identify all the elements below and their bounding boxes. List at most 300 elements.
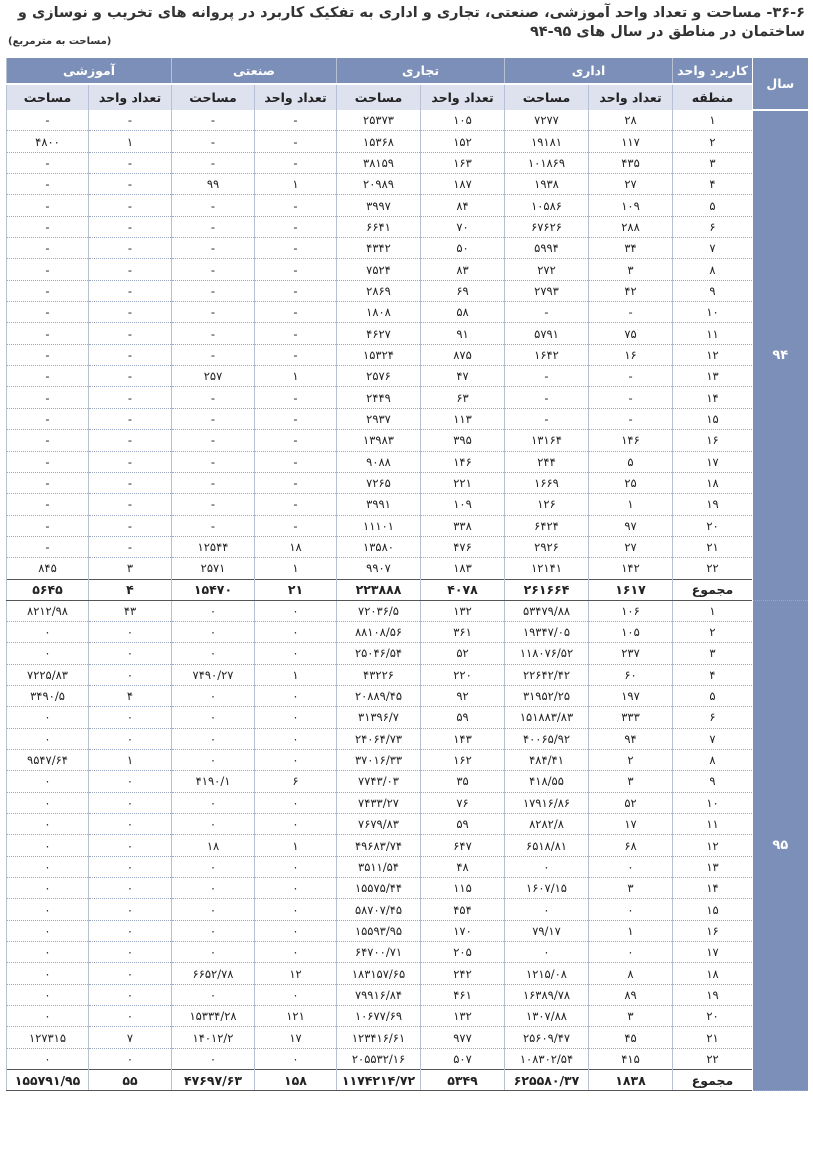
industrial-count-cell: ۰ — [255, 899, 337, 920]
region-cell: ۲۲ — [673, 1048, 753, 1069]
educational-count-cell: - — [89, 515, 172, 536]
educational-count-cell: ۳ — [89, 558, 172, 579]
region-cell: ۱۹ — [673, 494, 753, 515]
educational-count-cell: ۰ — [89, 835, 172, 856]
industrial-area-cell: ۹۹ — [172, 174, 255, 195]
educational-area-cell: ۰ — [7, 942, 89, 963]
commercial-area-cell: ۱۳۵۸۰ — [337, 536, 421, 557]
educational-count-cell: - — [89, 259, 172, 280]
total-admin-area-cell: ۶۲۵۵۸۰/۳۷ — [505, 1070, 589, 1091]
admin-area-cell: ۱۰۱۸۶۹ — [505, 152, 589, 173]
region-cell: ۱۷ — [673, 942, 753, 963]
admin-count-cell: ۴۵ — [589, 1027, 673, 1048]
industrial-count-cell: - — [255, 387, 337, 408]
region-cell: ۱ — [673, 600, 753, 621]
commercial-area-cell: ۷۲۰۳۶/۵ — [337, 600, 421, 621]
industrial-area-cell: ۰ — [172, 749, 255, 770]
admin-count-cell: - — [589, 408, 673, 429]
educational-count-cell: ۴ — [89, 685, 172, 706]
table-row — [7, 387, 808, 408]
educational-area-cell: - — [7, 302, 89, 323]
commercial-count-cell: ۵۸ — [421, 302, 505, 323]
admin-count-cell: ۱ — [589, 494, 673, 515]
admin-count-cell: ۹۷ — [589, 515, 673, 536]
educational-count-cell: - — [89, 408, 172, 429]
educational-area-cell: ۰ — [7, 728, 89, 749]
educational-count-cell: ۰ — [89, 1048, 172, 1069]
commercial-area-cell: ۶۶۴۱ — [337, 216, 421, 237]
admin-count-cell: ۳۳۳ — [589, 707, 673, 728]
region-cell: ۷ — [673, 728, 753, 749]
region-cell: ۱۶ — [673, 430, 753, 451]
table-row — [7, 1006, 808, 1027]
commercial-count-cell: ۱۴۶ — [421, 451, 505, 472]
commercial-area-cell: ۲۸۶۹ — [337, 280, 421, 301]
admin-count-cell: ۱۹۷ — [589, 685, 673, 706]
admin-area-cell: ۴۸۴/۴۱ — [505, 749, 589, 770]
region-cell: ۳ — [673, 643, 753, 664]
industrial-count-cell: ۱۷ — [255, 1027, 337, 1048]
educational-area-cell: - — [7, 366, 89, 387]
table-row — [7, 749, 808, 770]
region-cell: ۲ — [673, 621, 753, 642]
industrial-area-cell: ۰ — [172, 920, 255, 941]
educational-area-cell: - — [7, 238, 89, 259]
group-header-educational: آموزشی — [7, 58, 172, 84]
admin-count-cell: ۱۶ — [589, 344, 673, 365]
industrial-area-cell: ۰ — [172, 685, 255, 706]
commercial-count-cell: ۱۷۰ — [421, 920, 505, 941]
total-admin-area-cell: ۲۶۱۶۶۴ — [505, 579, 589, 600]
commercial-area-cell: ۱۳۹۸۳ — [337, 430, 421, 451]
commercial-count-cell: ۵۰ — [421, 238, 505, 259]
table-row — [7, 792, 808, 813]
table-row — [7, 664, 808, 685]
region-cell: ۱۴ — [673, 387, 753, 408]
educational-area-cell: ۰ — [7, 856, 89, 877]
educational-area-cell: - — [7, 280, 89, 301]
educational-area-cell: - — [7, 195, 89, 216]
admin-area-cell: ۱۶۴۲ — [505, 344, 589, 365]
industrial-count-cell: - — [255, 216, 337, 237]
table-row — [7, 728, 808, 749]
admin-count-cell: ۰ — [589, 856, 673, 877]
sub-header-count: تعداد واحد — [589, 84, 673, 110]
commercial-count-cell: ۸۴ — [421, 195, 505, 216]
total-region-cell: مجموع — [673, 579, 753, 600]
commercial-count-cell: ۱۶۲ — [421, 749, 505, 770]
educational-count-cell: - — [89, 302, 172, 323]
region-cell: ۲۱ — [673, 1027, 753, 1048]
admin-count-cell: ۲۳۷ — [589, 643, 673, 664]
industrial-area-cell: - — [172, 259, 255, 280]
industrial-area-cell: - — [172, 302, 255, 323]
educational-count-cell: - — [89, 152, 172, 173]
admin-count-cell: ۲۷ — [589, 174, 673, 195]
commercial-area-cell: ۱۸۳۱۵۷/۶۵ — [337, 963, 421, 984]
educational-area-cell: - — [7, 387, 89, 408]
industrial-count-cell: ۰ — [255, 920, 337, 941]
educational-area-cell: - — [7, 472, 89, 493]
commercial-count-cell: ۴۷ — [421, 366, 505, 387]
admin-count-cell: ۹۴ — [589, 728, 673, 749]
industrial-count-cell: ۱ — [255, 835, 337, 856]
commercial-count-cell: ۶۳ — [421, 387, 505, 408]
educational-area-cell: ۰ — [7, 792, 89, 813]
region-cell: ۱۲ — [673, 835, 753, 856]
commercial-area-cell: ۲۴۰۶۴/۷۳ — [337, 728, 421, 749]
educational-area-cell: - — [7, 408, 89, 429]
usage-header: کاربرد واحد — [673, 58, 753, 84]
commercial-count-cell: ۱۵۲ — [421, 131, 505, 152]
commercial-count-cell: ۱۴۳ — [421, 728, 505, 749]
table-row — [7, 131, 808, 152]
commercial-area-cell: ۴۳۲۲۶ — [337, 664, 421, 685]
admin-count-cell: ۱۰۵ — [589, 621, 673, 642]
table-row — [7, 302, 808, 323]
title-line-2: ساختمان در مناطق در سال های ۹۵-۹۴ — [529, 24, 805, 40]
industrial-count-cell: ۱ — [255, 174, 337, 195]
commercial-area-cell: ۲۵۰۴۶/۵۴ — [337, 643, 421, 664]
total-region-cell: مجموع — [673, 1070, 753, 1091]
admin-count-cell: ۱۷ — [589, 814, 673, 835]
region-cell: ۵ — [673, 195, 753, 216]
admin-count-cell: ۵ — [589, 451, 673, 472]
commercial-count-cell: ۳۹۵ — [421, 430, 505, 451]
region-cell: ۱۱ — [673, 323, 753, 344]
educational-area-cell: - — [7, 536, 89, 557]
header-row-groups — [7, 58, 808, 84]
commercial-count-cell: ۱۳۲ — [421, 600, 505, 621]
admin-area-cell: - — [505, 387, 589, 408]
industrial-area-cell: - — [172, 323, 255, 344]
admin-count-cell: ۱۱۷ — [589, 131, 673, 152]
industrial-area-cell: - — [172, 280, 255, 301]
industrial-count-cell: - — [255, 259, 337, 280]
commercial-area-cell: ۱۰۶۷۷/۶۹ — [337, 1006, 421, 1027]
educational-area-cell: ۰ — [7, 1048, 89, 1069]
region-cell: ۳ — [673, 152, 753, 173]
region-cell: ۱۵ — [673, 408, 753, 429]
admin-count-cell: ۲ — [589, 749, 673, 770]
educational-area-cell: ۴۸۰۰ — [7, 131, 89, 152]
commercial-count-cell: ۶۴۷ — [421, 835, 505, 856]
industrial-count-cell: ۰ — [255, 728, 337, 749]
table-row — [7, 344, 808, 365]
sub-header-count: تعداد واحد — [89, 84, 172, 110]
admin-count-cell: ۸۹ — [589, 984, 673, 1005]
region-cell: ۵ — [673, 685, 753, 706]
admin-count-cell: ۲۸۸ — [589, 216, 673, 237]
industrial-area-cell: ۰ — [172, 600, 255, 621]
industrial-count-cell: - — [255, 280, 337, 301]
educational-count-cell: - — [89, 280, 172, 301]
educational-count-cell: - — [89, 472, 172, 493]
admin-area-cell: ۱۰۵۸۶ — [505, 195, 589, 216]
industrial-area-cell: ۴۱۹۰/۱ — [172, 771, 255, 792]
educational-count-cell: - — [89, 110, 172, 131]
data-table — [6, 58, 808, 1091]
table-row — [7, 238, 808, 259]
commercial-area-cell: ۲۴۴۹ — [337, 387, 421, 408]
admin-area-cell: ۱۲۱۴۱ — [505, 558, 589, 579]
industrial-count-cell: ۰ — [255, 621, 337, 642]
industrial-area-cell: - — [172, 494, 255, 515]
admin-area-cell: ۰ — [505, 899, 589, 920]
admin-count-cell: ۳۴ — [589, 238, 673, 259]
commercial-area-cell: ۱۵۵۷۵/۴۴ — [337, 878, 421, 899]
total-commercial-count-cell: ۴۰۷۸ — [421, 579, 505, 600]
region-cell: ۱۱ — [673, 814, 753, 835]
industrial-area-cell: ۱۲۵۴۴ — [172, 536, 255, 557]
commercial-area-cell: ۳۹۹۱ — [337, 494, 421, 515]
admin-count-cell: ۴۱۵ — [589, 1048, 673, 1069]
educational-count-cell: - — [89, 174, 172, 195]
group-header-admin: اداری — [505, 58, 673, 84]
educational-area-cell: - — [7, 174, 89, 195]
commercial-count-cell: ۳۳۸ — [421, 515, 505, 536]
industrial-count-cell: - — [255, 131, 337, 152]
educational-count-cell: ۰ — [89, 942, 172, 963]
educational-area-cell: - — [7, 494, 89, 515]
admin-area-cell: ۴۰۰۶۵/۹۲ — [505, 728, 589, 749]
industrial-count-cell: ۱ — [255, 664, 337, 685]
admin-area-cell: ۱۷۹۱۶/۸۶ — [505, 792, 589, 813]
commercial-area-cell: ۳۱۳۹۶/۷ — [337, 707, 421, 728]
educational-count-cell: ۱ — [89, 749, 172, 770]
admin-area-cell: ۱۶۶۹ — [505, 472, 589, 493]
educational-count-cell: - — [89, 430, 172, 451]
table-row — [7, 1027, 808, 1048]
table-row — [7, 621, 808, 642]
total-educational-area-cell: ۱۵۵۷۹۱/۹۵ — [7, 1070, 89, 1091]
educational-area-cell: ۰ — [7, 707, 89, 728]
educational-count-cell: - — [89, 238, 172, 259]
commercial-count-cell: ۸۷۵ — [421, 344, 505, 365]
region-cell: ۱۴ — [673, 878, 753, 899]
region-cell: ۱۰ — [673, 302, 753, 323]
admin-area-cell: ۶۵۱۸/۸۱ — [505, 835, 589, 856]
admin-count-cell: - — [589, 302, 673, 323]
industrial-area-cell: ۰ — [172, 1048, 255, 1069]
commercial-area-cell: ۳۷۰۱۶/۳۳ — [337, 749, 421, 770]
region-cell: ۹ — [673, 771, 753, 792]
industrial-count-cell: ۰ — [255, 643, 337, 664]
commercial-count-cell: ۹۷۷ — [421, 1027, 505, 1048]
industrial-area-cell: ۰ — [172, 878, 255, 899]
industrial-count-cell: - — [255, 302, 337, 323]
industrial-area-cell: ۶۶۵۲/۷۸ — [172, 963, 255, 984]
educational-count-cell: ۰ — [89, 899, 172, 920]
table-row — [7, 174, 808, 195]
table-row — [7, 408, 808, 429]
educational-area-cell: ۰ — [7, 1006, 89, 1027]
commercial-area-cell: ۱۸۰۸ — [337, 302, 421, 323]
educational-count-cell: ۰ — [89, 920, 172, 941]
educational-area-cell: ۸۴۵ — [7, 558, 89, 579]
table-row — [7, 856, 808, 877]
admin-area-cell: ۷۲۷۷ — [505, 110, 589, 131]
admin-area-cell: ۸۲۸۲/۸ — [505, 814, 589, 835]
commercial-count-cell: ۵۹ — [421, 814, 505, 835]
industrial-area-cell: ۰ — [172, 899, 255, 920]
region-cell: ۹ — [673, 280, 753, 301]
admin-count-cell: ۷۵ — [589, 323, 673, 344]
region-cell: ۱۲ — [673, 344, 753, 365]
commercial-area-cell: ۴۹۶۸۳/۷۴ — [337, 835, 421, 856]
admin-area-cell: ۴۱۸/۵۵ — [505, 771, 589, 792]
admin-area-cell: ۱۳۰۷/۸۸ — [505, 1006, 589, 1027]
industrial-count-cell: ۶ — [255, 771, 337, 792]
industrial-count-cell: ۱ — [255, 366, 337, 387]
industrial-count-cell: ۰ — [255, 1048, 337, 1069]
industrial-count-cell: ۰ — [255, 600, 337, 621]
industrial-count-cell: ۱۲۱ — [255, 1006, 337, 1027]
table-row — [7, 600, 808, 621]
table-row — [7, 259, 808, 280]
commercial-count-cell: ۴۶۱ — [421, 984, 505, 1005]
region-cell: ۷ — [673, 238, 753, 259]
total-commercial-area-cell: ۲۲۳۸۸۸ — [337, 579, 421, 600]
region-cell: ۸ — [673, 749, 753, 770]
table-row — [7, 366, 808, 387]
region-cell: ۴ — [673, 174, 753, 195]
educational-area-cell: - — [7, 152, 89, 173]
educational-count-cell: ۰ — [89, 707, 172, 728]
group-header-industrial: صنعتی — [172, 58, 337, 84]
admin-area-cell: ۱۲۶ — [505, 494, 589, 515]
admin-area-cell: ۷۹/۱۷ — [505, 920, 589, 941]
commercial-count-cell: ۴۸ — [421, 856, 505, 877]
educational-area-cell: - — [7, 216, 89, 237]
commercial-area-cell: ۸۸۱۰۸/۵۶ — [337, 621, 421, 642]
industrial-count-cell: - — [255, 110, 337, 131]
region-cell: ۱۷ — [673, 451, 753, 472]
region-cell: ۱۳ — [673, 856, 753, 877]
industrial-area-cell: - — [172, 238, 255, 259]
table-row — [7, 814, 808, 835]
region-cell: ۲۰ — [673, 1006, 753, 1027]
year-cell: ۹۴ — [753, 110, 808, 600]
educational-area-cell: - — [7, 451, 89, 472]
table-row — [7, 472, 808, 493]
commercial-area-cell: ۷۷۴۳/۰۳ — [337, 771, 421, 792]
admin-count-cell: ۰ — [589, 899, 673, 920]
region-cell: ۲۰ — [673, 515, 753, 536]
industrial-count-cell: ۱۸ — [255, 536, 337, 557]
educational-count-cell: - — [89, 216, 172, 237]
region-cell: ۱۵ — [673, 899, 753, 920]
educational-area-cell: - — [7, 430, 89, 451]
commercial-area-cell: ۷۲۶۵ — [337, 472, 421, 493]
total-commercial-count-cell: ۵۳۴۹ — [421, 1070, 505, 1091]
admin-area-cell: ۱۱۸۰۷۶/۵۲ — [505, 643, 589, 664]
admin-count-cell: ۱ — [589, 920, 673, 941]
educational-area-cell: - — [7, 515, 89, 536]
educational-area-cell: ۰ — [7, 984, 89, 1005]
admin-area-cell: ۵۳۴۷۹/۸۸ — [505, 600, 589, 621]
commercial-count-cell: ۱۰۵ — [421, 110, 505, 131]
year-header: سال — [753, 58, 808, 110]
commercial-count-cell: ۱۰۹ — [421, 494, 505, 515]
industrial-area-cell: - — [172, 152, 255, 173]
region-cell: ۲۲ — [673, 558, 753, 579]
admin-count-cell: ۶۰ — [589, 664, 673, 685]
admin-count-cell: ۱۴۲ — [589, 558, 673, 579]
industrial-count-cell: ۰ — [255, 814, 337, 835]
commercial-area-cell: ۱۲۳۴۱۶/۶۱ — [337, 1027, 421, 1048]
admin-area-cell: ۱۶۰۷/۱۵ — [505, 878, 589, 899]
table-row — [7, 771, 808, 792]
educational-area-cell: ۱۲۷۳۱۵ — [7, 1027, 89, 1048]
admin-area-cell: ۲۷۹۳ — [505, 280, 589, 301]
admin-area-cell: ۲۷۲ — [505, 259, 589, 280]
commercial-area-cell: ۴۶۲۷ — [337, 323, 421, 344]
sub-header-area: مساحت — [172, 84, 255, 110]
industrial-count-cell: - — [255, 451, 337, 472]
educational-count-cell: - — [89, 366, 172, 387]
admin-area-cell: ۱۰۸۳۰۲/۵۴ — [505, 1048, 589, 1069]
educational-area-cell: ۸۲۱۲/۹۸ — [7, 600, 89, 621]
commercial-count-cell: ۱۸۳ — [421, 558, 505, 579]
educational-count-cell: ۰ — [89, 1006, 172, 1027]
region-cell: ۱ — [673, 110, 753, 131]
admin-area-cell: ۱۲۱۵/۰۸ — [505, 963, 589, 984]
table-row — [7, 323, 808, 344]
commercial-count-cell: ۱۳۲ — [421, 1006, 505, 1027]
region-cell: ۱۹ — [673, 984, 753, 1005]
industrial-count-cell: ۰ — [255, 685, 337, 706]
table-row — [7, 1048, 808, 1069]
sub-header-area: مساحت — [505, 84, 589, 110]
table-row — [7, 835, 808, 856]
total-industrial-area-cell: ۱۵۴۷۰ — [172, 579, 255, 600]
commercial-area-cell: ۷۹۹۱۶/۸۴ — [337, 984, 421, 1005]
admin-count-cell: ۴۳۵ — [589, 152, 673, 173]
commercial-count-cell: ۵۰۷ — [421, 1048, 505, 1069]
admin-count-cell: ۱۰۹ — [589, 195, 673, 216]
industrial-area-cell: ۱۴۰۱۲/۲ — [172, 1027, 255, 1048]
educational-count-cell: ۰ — [89, 771, 172, 792]
table-row — [7, 451, 808, 472]
commercial-area-cell: ۳۵۱۱/۵۴ — [337, 856, 421, 877]
educational-area-cell: - — [7, 344, 89, 365]
table-row — [7, 558, 808, 579]
commercial-area-cell: ۹۰۸۸ — [337, 451, 421, 472]
commercial-count-cell: ۶۹ — [421, 280, 505, 301]
industrial-count-cell: ۰ — [255, 942, 337, 963]
educational-count-cell: ۰ — [89, 621, 172, 642]
admin-count-cell: ۳ — [589, 259, 673, 280]
admin-area-cell: ۱۹۳۴۷/۰۵ — [505, 621, 589, 642]
educational-count-cell: ۴۳ — [89, 600, 172, 621]
educational-area-cell: ۹۵۴۷/۶۴ — [7, 749, 89, 770]
commercial-count-cell: ۱۱۵ — [421, 878, 505, 899]
industrial-area-cell: ۰ — [172, 856, 255, 877]
educational-area-cell: ۷۲۲۵/۸۳ — [7, 664, 89, 685]
educational-area-cell: - — [7, 110, 89, 131]
region-cell: ۱۶ — [673, 920, 753, 941]
industrial-area-cell: ۷۴۹۰/۲۷ — [172, 664, 255, 685]
commercial-area-cell: ۲۹۳۷ — [337, 408, 421, 429]
commercial-count-cell: ۱۸۷ — [421, 174, 505, 195]
commercial-area-cell: ۱۱۱۰۱ — [337, 515, 421, 536]
industrial-area-cell: ۰ — [172, 621, 255, 642]
commercial-area-cell: ۲۰۵۵۳۲/۱۶ — [337, 1048, 421, 1069]
admin-area-cell: - — [505, 302, 589, 323]
admin-count-cell: - — [589, 366, 673, 387]
industrial-count-cell: ۰ — [255, 984, 337, 1005]
